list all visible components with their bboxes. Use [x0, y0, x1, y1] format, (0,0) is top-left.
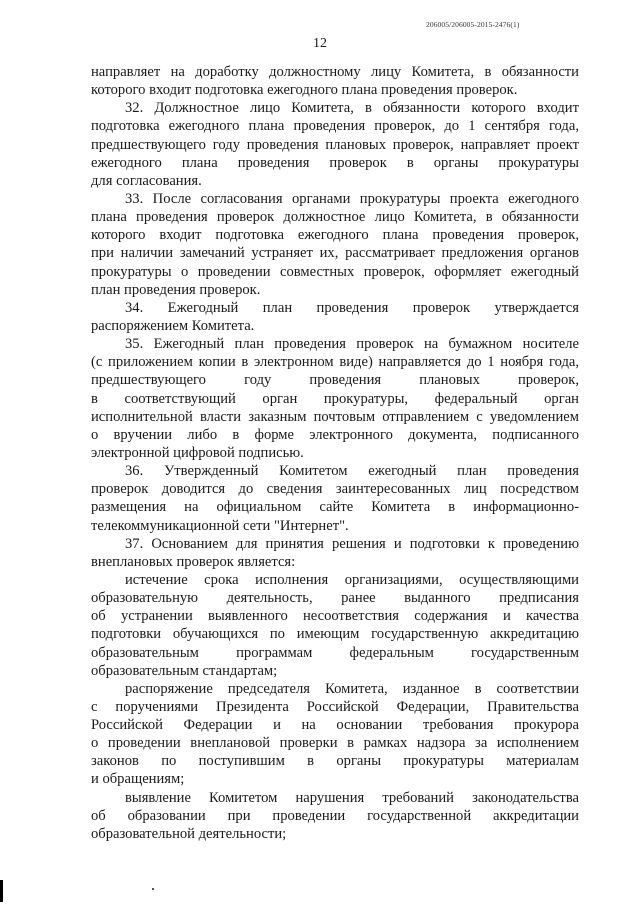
text-line: внеплановых проверок является: [91, 553, 296, 570]
text-line: плана проведения проверок должностное лицо Комитета, в обязанности [91, 209, 579, 226]
text-line: подготовка ежегодного плана проведения проверок, до 1 сентября года, [91, 118, 579, 135]
text-line: электронной цифровой подписью. [91, 444, 304, 461]
text-line: выявление Комитетом нарушения требований законодательства [125, 789, 579, 806]
text-line: план проведения проверок. [91, 281, 261, 298]
text-line: законов по поступившим в органы прокуратуры материалам [91, 753, 579, 770]
text-line: образовательную деятельность, ранее выданного предписания [91, 590, 579, 607]
text-line: распоряжением Комитета. [91, 317, 255, 334]
text-line: телекоммуникационной сети "Интернет". [91, 517, 349, 534]
text-line: для согласования. [91, 172, 202, 189]
text-line: предшествующего году проведения плановых проверок, [91, 372, 579, 389]
text-line: проверок доводится до сведения заинтересованных лиц посредством [91, 481, 579, 498]
scan-margin-mark [0, 880, 3, 902]
text-line: образовательным программам федеральным государственным [91, 644, 579, 661]
text-line: Российской Федерации и на основании требования прокурора [91, 717, 579, 734]
text-line: направляет на доработку должностному лицу Комитета, в обязанности [91, 64, 579, 80]
text-line: при наличии замечаний устраняет их, рассматривает предложения органов [91, 245, 579, 262]
text-line: 36. Утвержденный Комитетом ежегодный план проведения [125, 463, 579, 480]
scan-speck [152, 888, 154, 890]
text-line: (с приложением копии в электронном виде) направляется до 1 ноября года, [91, 354, 579, 371]
text-line: образовательной деятельности; [91, 825, 287, 842]
text-line: ежегодного плана проведения проверок в органы прокуратуры [91, 154, 579, 171]
text-line: с поручениями Президента Российской Федерации, Правительства [91, 698, 579, 715]
text-line: об образовании при проведении государственной аккредитации [91, 807, 579, 824]
text-line: об устранении выявленного несоответствия содержания и качества [91, 608, 579, 625]
text-line: 35. Ежегодный план проведения проверок на бумажном носителе [125, 336, 579, 353]
text-line: исполнительной власти заказным почтовым отправлением с уведомлением [91, 408, 579, 425]
text-line: предшествующего году проведения плановых проверок, направляет проект [91, 136, 579, 153]
text-line: распоряжение председателя Комитета, изданное в соответствии [125, 680, 579, 697]
text-line: истечение срока исполнения организациями, осуществляющими [125, 571, 579, 588]
text-line: которого входит подготовка ежегодного плана проведения проверок, [91, 227, 579, 244]
text-line: и обращениям; [91, 771, 185, 788]
text-line: 33. После согласования органами прокуратуры проекта ежегодного [125, 190, 579, 207]
text-line: размещения на официальном сайте Комитета в информационно- [91, 499, 579, 516]
text-line: 34. Ежегодный план проведения проверок утверждается [125, 299, 579, 316]
document-id: 206005/206005-2015-2476(1) [426, 20, 520, 29]
text-line: в соответствующий орган прокуратуры, федеральный орган [91, 390, 579, 407]
text-line: 32. Должностное лицо Комитета, в обязанности которого входит [125, 100, 579, 117]
text-line: о вручении либо в форме электронного документа, подписанного [91, 426, 579, 443]
text-line: подготовки обучающихся по имеющим государственную аккредитацию [91, 626, 579, 643]
document-body [91, 63, 579, 843]
text-line: о проведении внеплановой проверки в рамках надзора за исполнением [91, 735, 579, 752]
page-number: 12 [313, 36, 327, 51]
text-line: которого входит подготовка ежегодного плана проведения проверок. [91, 82, 518, 99]
text-line: образовательным стандартам; [91, 662, 278, 679]
text-line: 37. Основанием для принятия решения и подготовки к проведению [125, 535, 579, 552]
text-line: прокуратуры о проведении совместных проверок, оформляет ежегодный [91, 263, 579, 280]
